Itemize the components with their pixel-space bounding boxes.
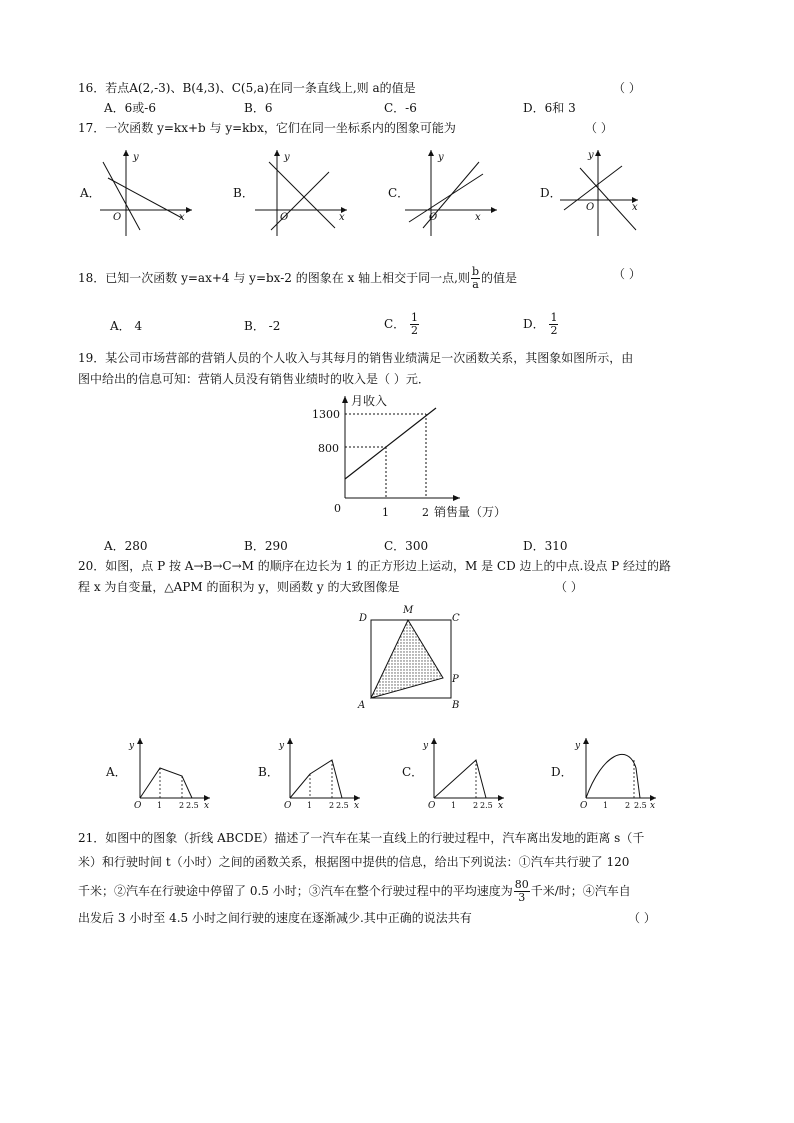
q17-b-x: x — [339, 212, 345, 223]
svg-text:y: y — [279, 741, 285, 751]
q20-label-p: P — [452, 674, 459, 685]
q20-square-figure — [355, 600, 465, 715]
q16-option-b: B．6 — [244, 101, 273, 115]
q19-origin: 0 — [334, 502, 341, 515]
q18-frac-num: b — [471, 265, 479, 278]
q16-option-d: D．6和 3 — [523, 101, 576, 115]
q20-graph-b — [276, 734, 366, 814]
q20-label-m: M — [403, 605, 414, 616]
svg-text:y: y — [129, 741, 135, 751]
q19-ytick-1300: 1300 — [312, 408, 340, 421]
q18-option-c: C． $\frac{1}{2}$ — [384, 311, 419, 337]
q19-income-line — [345, 408, 436, 479]
q20-line2: 程 x 为自变量，△APM 的面积为 y，则函数 y 的大致图像是 — [78, 580, 400, 594]
svg-text:1: 1 — [307, 801, 313, 810]
q20-graph-b-label: B． — [258, 765, 279, 779]
q17-graph-c-label: C． — [388, 186, 410, 200]
q17-a-y: y — [133, 152, 139, 163]
q16-stem: 16．若点A(2,-3)、B(4,3)、C(5,a)在同一条直线上,则 a的值是 — [78, 81, 416, 95]
q16-option-c: C．-6 — [384, 101, 417, 115]
q21-line4: 出发后 3 小时至 4.5 小时之间行驶的速度在逐渐减少.其中正确的说法共有 — [78, 911, 472, 925]
q17-answer-paren: （ ） — [585, 121, 613, 135]
q19-ylabel: 月收入 — [351, 394, 388, 408]
svg-text:x: x — [354, 801, 360, 811]
q17-graph-c — [405, 148, 505, 238]
q19-option-a: A．280 — [104, 539, 148, 553]
q16-option-a: A．6或-6 — [104, 101, 156, 115]
q19-line1: 19．某公司市场营部的营销人员的个人收入与其每月的销售业绩满足一次函数关系，其图象如图所示，由 — [78, 351, 634, 365]
q21-answer-paren: （ ） — [628, 911, 656, 925]
svg-text:2.5: 2.5 — [634, 801, 647, 810]
svg-text:x: x — [498, 801, 504, 811]
q17-a-o: O — [113, 212, 122, 223]
q19-xtick-2: 2 — [422, 506, 429, 519]
q17-graph-d-label: D． — [540, 186, 562, 200]
svg-text:2: 2 — [329, 801, 335, 810]
q17-graph-a — [100, 148, 200, 238]
q17-graph-d — [560, 148, 660, 238]
svg-text:2: 2 — [179, 801, 185, 810]
q20-graph-c — [420, 734, 510, 814]
q17-c-x: x — [475, 212, 481, 223]
q16-answer-paren: （ ） — [613, 81, 641, 95]
q20-graph-a — [126, 734, 216, 814]
svg-text:2.5: 2.5 — [186, 801, 199, 810]
q17-graph-b — [255, 148, 355, 238]
q17-a-x: x — [179, 212, 185, 223]
q18-option-a: A． 4 — [110, 319, 143, 333]
q20-answer-paren: （ ） — [555, 580, 583, 594]
q18-frac-den: a — [472, 278, 479, 291]
svg-text:1: 1 — [603, 801, 609, 810]
q17-b-o: O — [280, 212, 289, 223]
q20-graph-c-label: C． — [402, 765, 424, 779]
q17-d-o: O — [586, 202, 595, 213]
q19-option-b: B．290 — [244, 539, 288, 553]
svg-text:x: x — [204, 801, 210, 811]
q21-line1: 21．如图中的图象（折线 ABCDE）描述了一汽车在某一直线上的行驶过程中，汽车离出发地的距离 s（千 — [78, 831, 645, 845]
svg-text:y: y — [575, 741, 581, 751]
svg-text:x: x — [650, 801, 656, 811]
q19-chart — [300, 392, 520, 522]
svg-text:O: O — [580, 801, 588, 811]
svg-text:2: 2 — [473, 801, 479, 810]
q18-option-d: D． $\frac{1}{2}$ — [523, 311, 558, 337]
q19-option-c: C．300 — [384, 539, 429, 553]
q19-xlabel: 销售量（万） — [434, 505, 507, 519]
q17-c-y: y — [438, 152, 444, 163]
q17-stem: 17．一次函数 y=kx+b 与 y=kbx，它们在同一坐标系内的图象可能为 — [78, 121, 456, 135]
q17-c-o: O — [429, 212, 438, 223]
q20-line1: 20．如图，点 P 按 A→B→C→M 的顺序在边长为 1 的正方形边上运动，M 是 CD 边上的中点.设点 P 经过的路 — [78, 559, 672, 573]
q19-option-d: D．310 — [523, 539, 568, 553]
q19-xtick-1: 1 — [382, 506, 389, 519]
q19-line2: 图中给出的信息可知：营销人员没有销售业绩时的收入是（ ）元． — [78, 372, 430, 386]
svg-text:1: 1 — [451, 801, 457, 810]
q21-line3: 千米；②汽车在行驶途中停留了 0.5 小时；③汽车在整个行驶过程中的平均速度为 $\frac{80}{3}$ 千米/时；④汽车自 — [78, 878, 631, 904]
svg-text:O: O — [134, 801, 142, 811]
q17-d-y: y — [588, 150, 594, 161]
q17-b-y: y — [284, 152, 290, 163]
q17-graph-b-label: B． — [233, 186, 254, 200]
q17-graph-a-label: A． — [80, 186, 101, 200]
q20-label-c: C — [452, 613, 460, 624]
q20-label-d: D — [359, 613, 368, 624]
q20-graph-a-label: A． — [106, 765, 127, 779]
svg-text:2: 2 — [625, 801, 631, 810]
q20-graph-d-label: D． — [551, 765, 573, 779]
q18-answer-paren: （ ） — [613, 267, 641, 281]
svg-text:2.5: 2.5 — [336, 801, 349, 810]
q17-d-x: x — [632, 202, 638, 213]
q19-ytick-800: 800 — [318, 442, 339, 455]
q20-label-b: B — [452, 700, 460, 711]
svg-text:2.5: 2.5 — [480, 801, 493, 810]
q18-option-b: B． -2 — [244, 319, 281, 333]
q18-fraction — [471, 266, 480, 291]
q18-stem-after: 的值是 — [481, 271, 518, 285]
svg-text:y: y — [423, 741, 429, 751]
q18-stem — [78, 266, 517, 291]
q20-label-a: A — [358, 700, 366, 711]
q18-stem-before: 18．已知一次函数 y=ax+4 与 y=bx-2 的图象在 x 轴上相交于同一点,则 — [78, 271, 470, 285]
svg-text:1: 1 — [157, 801, 163, 810]
q20-graph-d — [572, 734, 662, 814]
svg-text:O: O — [284, 801, 292, 811]
q21-line2: 米）和行驶时间 t（小时）之间的函数关系，根据图中提供的信息，给出下列说法：①汽车共行驶了 120 — [78, 855, 630, 869]
svg-text:O: O — [428, 801, 436, 811]
